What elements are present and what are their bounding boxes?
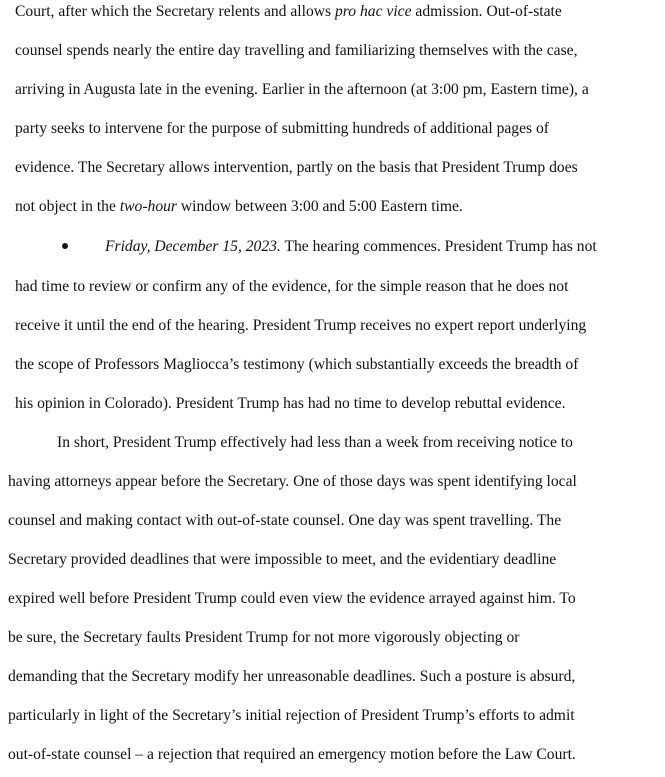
text-run: admission. Out-of-state: [411, 3, 562, 20]
paragraph-2-line-1: In short, President Trump effectively had less than a week from receiving notice to: [57, 434, 573, 451]
text-run: The hearing commences. President Trump has not: [280, 238, 597, 255]
bullet-item-line-5: his opinion in Colorado). President Trump has had no time to develop rebuttal evidence.: [15, 395, 566, 412]
paragraph-1-line-6: [15, 197, 463, 217]
paragraph-2-line-6: be sure, the Secretary faults President Trump for not more vigorously objecting or: [8, 629, 520, 646]
text-run: window between 3:00 and 5:00 Eastern time.: [177, 198, 463, 215]
paragraph-2-line-9: out-of-state counsel – a rejection that required an emergency motion before the Law Court.: [8, 746, 576, 763]
text-run: Court, after which the Secretary relents and allows: [15, 3, 335, 20]
bullet-item-line-1: [105, 237, 597, 257]
italic-term: two-hour: [119, 198, 177, 215]
italic-term: pro hac vice: [335, 3, 412, 20]
paragraph-2-line-5: expired well before President Trump could even view the evidence arrayed against him. To: [8, 590, 576, 607]
paragraph-1-line-3: arriving in Augusta late in the evening. Earlier in the afternoon (at 3:00 pm, Eastern time), a: [15, 81, 589, 98]
paragraph-2-line-2: having attorneys appear before the Secretary. One of those days was spent identifying local: [8, 473, 577, 490]
paragraph-2-line-8: particularly in light of the Secretary’s initial rejection of President Trump’s efforts to admit: [8, 707, 575, 724]
text-run: not object in the: [15, 198, 120, 215]
paragraph-2-line-7: demanding that the Secretary modify her unreasonable deadlines. Such a posture is absurd,: [8, 668, 576, 685]
bullet-date: Friday, December 15, 2023.: [105, 238, 281, 255]
bullet-item-line-3: receive it until the end of the hearing. President Trump receives no expert report underlying: [15, 317, 587, 334]
paragraph-2-line-3: counsel and making contact with out-of-state counsel. One day was spent travelling. The: [8, 512, 562, 529]
bullet-item-line-2: had time to review or confirm any of the evidence, for the simple reason that he does not: [15, 278, 569, 295]
paragraph-1-line-5: evidence. The Secretary allows intervention, partly on the basis that President Trump does: [15, 159, 578, 176]
paragraph-2-line-4: Secretary provided deadlines that were impossible to meet, and the evidentiary deadline: [8, 551, 557, 568]
paragraph-1-line-4: party seeks to intervene for the purpose of submitting hundreds of additional pages of: [15, 120, 549, 137]
bullet-item-line-4: the scope of Professors Magliocca’s testimony (which substantially exceeds the breadth of: [15, 356, 579, 373]
paragraph-1-line-1: [15, 2, 562, 22]
bullet-icon: [62, 243, 68, 249]
paragraph-1-line-2: counsel spends nearly the entire day travelling and familiarizing themselves with the case,: [15, 42, 578, 59]
